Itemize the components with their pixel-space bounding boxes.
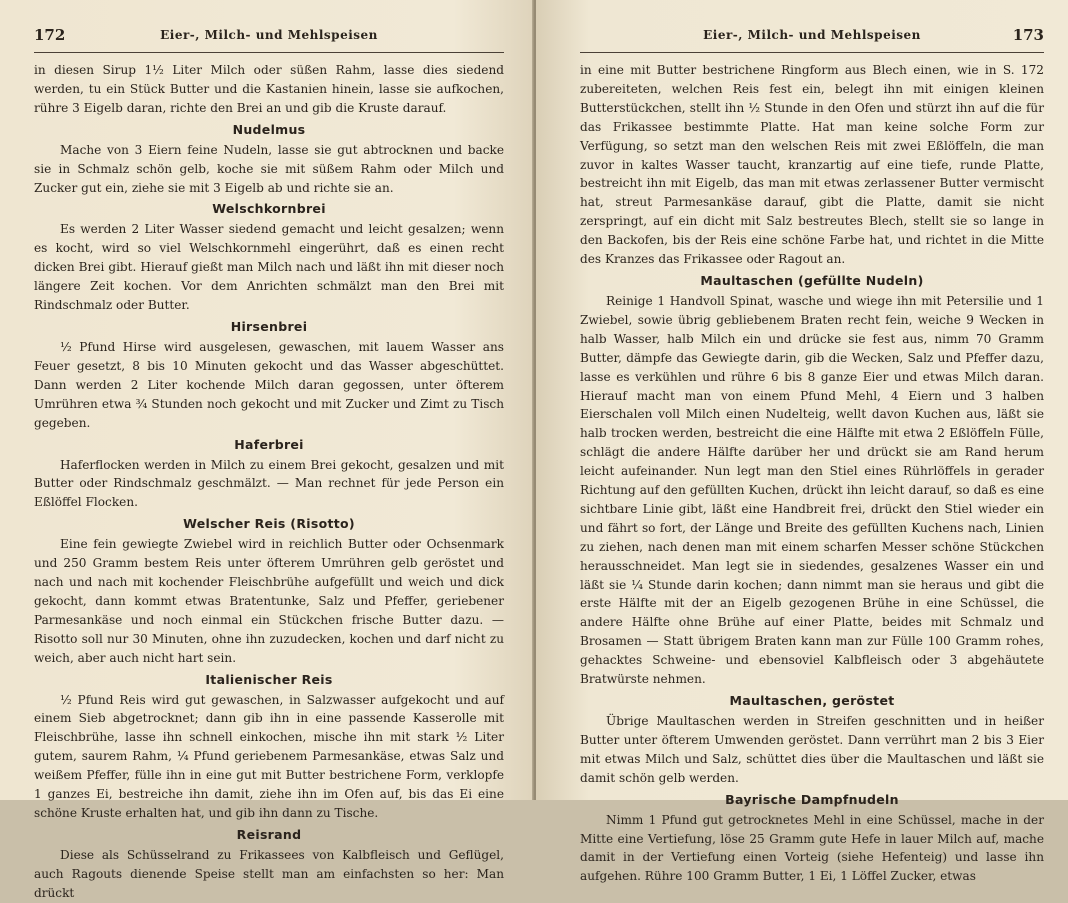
paragraph: Eine fein gewiegte Zwiebel wird in reichlich Butter oder Ochsenmark und 250 Gramm bestem Reis unter öfterem Umrühren gelb geröstet und nach und nach mit kochender Fleischbrühe aufgefüllt und weich und dick gekocht, dann kommt etwas Bratentunke, Salz und Pfeffer, geriebener Parmesankäse und noch einmal ein Stückchen frische Butter dazu. — Risotto soll nur 30 Minuten, ohne ihn zuzudecken, kochen und darf nicht zu weich, aber auch nicht hart sein.	[34, 537, 504, 665]
recipe-heading: Reisrand	[236, 826, 302, 842]
page-number: 172	[34, 26, 66, 44]
right-page	[536, 0, 1068, 884]
paragraph: ½ Pfund Hirse wird ausgelesen, gewaschen, mit lauem Wasser ans Feuer gesetzt, 8 bis 10 Minuten gekocht und das Wasser abgeschüttet. Dann werden 2 Liter kochende Milch daran gegossen, unter öfterem Umrühren etwa ¾ Stunden noch gekocht und mit Zucker und Zimt zu Tisch gegeben.	[34, 339, 504, 430]
right-page-header	[580, 22, 1044, 46]
recipe-heading: Italienischer Reis	[205, 671, 333, 687]
running-header-title: Eier-, Milch- und Mehlspeisen	[160, 28, 378, 42]
left-page-header	[34, 22, 504, 46]
paragraph: in eine mit Butter bestrichene Ringform aus Blech einen, wie in S. 172 zubereiteten, welchen Reis fest ein, belegt ihn mit einigen kleinen Butterstückchen, stellt ihn ½ Stunde in den Ofen und stürzt ihn auf die für das Frikassee bestimmte Platte. Hat man keine solche Form zur Verfügung, so setzt man den welschen Reis mit zwei Eßlöffeln, die man zuvor in kaltes Wasser taucht, kranzartig auf eine tiefe, runde Platte, bestreicht ihn mit Eigelb, das man mit etwas zerlassener Butter vermischt hat, streut Parmesankäse darauf, gibt die Platte, damit sie nicht zerspringt, auf ein dicht mit Salz bestreutes Blech, stellt sie so lange in den Backofen, bis der Reis eine schöne Farbe hat, und richtet in die Mitte des Kranzes das Frikassee oder Ragout an.	[580, 63, 1044, 267]
paragraph: Nimm 1 Pfund gut getrocknetes Mehl in eine Schüssel, mache in der Mitte eine Vertiefung, löse 25 Gramm gute Hefe in lauer Milch auf, mache damit in der Vertiefung einen Vorteig (siehe Hefenteig) und lasse ihn aufgehen. Rühre 100 Gramm Butter, 1 Ei, 1 Löffel Zucker, etwas	[580, 812, 1044, 884]
paragraph: ½ Pfund Reis wird gut gewaschen, in Salzwasser aufgekocht und auf einem Sieb abgetrocknet; dann gib ihn in eine passende Kasserolle mit Fleischbrühe, lasse ihn schnell einkochen, mische ihn mit stark ½ Liter gutem, saurem Rahm, ¼ Pfund geriebenem Parmesankäse, etwas Salz und weißem Pfeffer, fülle ihn in eine gut mit Butter bestrichene Form, verklopfe 1 ganzes Ei, bestreiche ihn damit, ziehe ihn im Ofen auf, bis das Ei eine schöne Kruste erhalten hat, und gib ihn dann zu Tische.	[34, 692, 504, 820]
recipe-heading: Maultaschen (gefüllte Nudeln)	[700, 272, 924, 288]
left-page	[0, 0, 534, 900]
right-page-body	[580, 61, 1044, 886]
left-page-body	[34, 61, 504, 903]
paragraph: Mache von 3 Eiern feine Nudeln, lasse sie gut abtrocknen und backe sie in Schmalz schön gelb, koche sie mit süßem Rahm oder Milch und Zucker gut ein, ziehe sie mit 3 Eigelb ab und richte sie an.	[34, 142, 504, 195]
recipe-heading: Nudelmus	[232, 121, 306, 137]
header-rule	[34, 52, 504, 53]
page-number: 173	[1012, 26, 1044, 44]
running-header-title: Eier-, Milch- und Mehlspeisen	[703, 28, 921, 42]
header-rule	[580, 52, 1044, 53]
paragraph: Reinige 1 Handvoll Spinat, wasche und wiege ihn mit Petersilie und 1 Zwiebel, sowie übrig gebliebenem Braten recht fein, weiche 9 Wecken in halb Wasser, halb Milch ein und drücke sie fest aus, nimm 70 Gramm Butter, dämpfe das Gewiegte darin, gib die Wecken, Salz und Pfeffer dazu, lasse es verkühlen und rühre 6 bis 8 ganze Eier und etwas Milch daran. Hierauf macht man von einem Pfund Mehl, 4 Eiern und 3 halben Eierschalen voll Milch einen Nudelteig, wellt davon Kuchen aus, läßt sie halb trocken werden, bestreicht die eine Hälfte mit etwa 2 Eßlöffeln Fülle, schlägt die andere Hälfte darüber her und drückt sie am Rand herum leicht aufeinander. Nun legt man den Stiel eines Rührlöffels in gerader Richtung auf den gefüllten Kuchen, drückt ihn leicht darauf, so daß es eine sichtbare Linie gibt, läßt eine Handbreit frei, drückt den Stiel wieder ein und fährt so fort, der Länge und Breite des gefüllten Kuchens nach, Linien zu ziehen, nach denen man mit einem scharfen Messer schöne Stückchen herausschneidet. Man legt sie in siedendes, gesalzenes Wasser ein und läßt sie ¼ Stunde darin kochen; dann nimmt man sie heraus und gibt die erste Hälfte mit der an Eigelb gezogenen Brühe in eine Schüssel, die andere Hälfte ohne Brühe auf einer Platte, beides mit Schmalz und Brosamen — Statt übrigem Braten kann man zur Fülle 100 Gramm rohes, gehacktes Schweine- und ebensoviel Kalbfleisch oder 3 abgehäutete Bratwürste nehmen.	[580, 293, 1044, 687]
paragraph: in diesen Sirup 1½ Liter Milch oder süßen Rahm, lasse dies siedend werden, tu ein Stück Butter und die Kastanien hinein, lasse sie aufkochen, rühre 3 Eigelb daran, richte den Brei an und gib die Kruste darauf.	[34, 63, 504, 115]
recipe-heading: Maultaschen, geröstet	[729, 693, 895, 708]
recipe-heading: Bayrische Dampfnudeln	[725, 791, 899, 807]
paragraph: Übrige Maultaschen werden in Streifen geschnitten und in heißer Butter unter öfterem Umwenden geröstet. Dann verrührt man 2 bis 3 Eier mit etwas Milch und Salz, schüttet dies über die Maultaschen und läßt sie damit schön gelb werden.	[580, 714, 1044, 785]
recipe-heading: Welscher Reis (Risotto)	[183, 516, 355, 532]
recipe-heading: Welschkornbrei	[212, 201, 326, 217]
recipe-heading: Hirsenbrei	[230, 318, 308, 334]
paragraph: Diese als Schüsselrand zu Frikassees von Kalbfleisch und Geflügel, auch Ragouts dienende Speise stellt man am einfachsten so her: Man drückt	[34, 847, 504, 900]
paragraph: Es werden 2 Liter Wasser siedend gemacht und leicht gesalzen; wenn es kocht, wird so viel Welschkornmehl eingerührt, daß es einen recht dicken Brei gibt. Hierauf gießt man Milch nach und läßt ihn mit dieser noch längere Zeit kochen. Vor dem Anrichten schmälzt man den Brei mit Rindschmalz oder Butter.	[34, 222, 504, 313]
recipe-heading: Haferbrei	[234, 436, 304, 452]
paragraph: Haferflocken werden in Milch zu einem Brei gekocht, gesalzen und mit Butter oder Rindschmalz geschmälzt. — Man rechnet für jede Person ein Eßlöffel Flocken.	[34, 457, 504, 510]
